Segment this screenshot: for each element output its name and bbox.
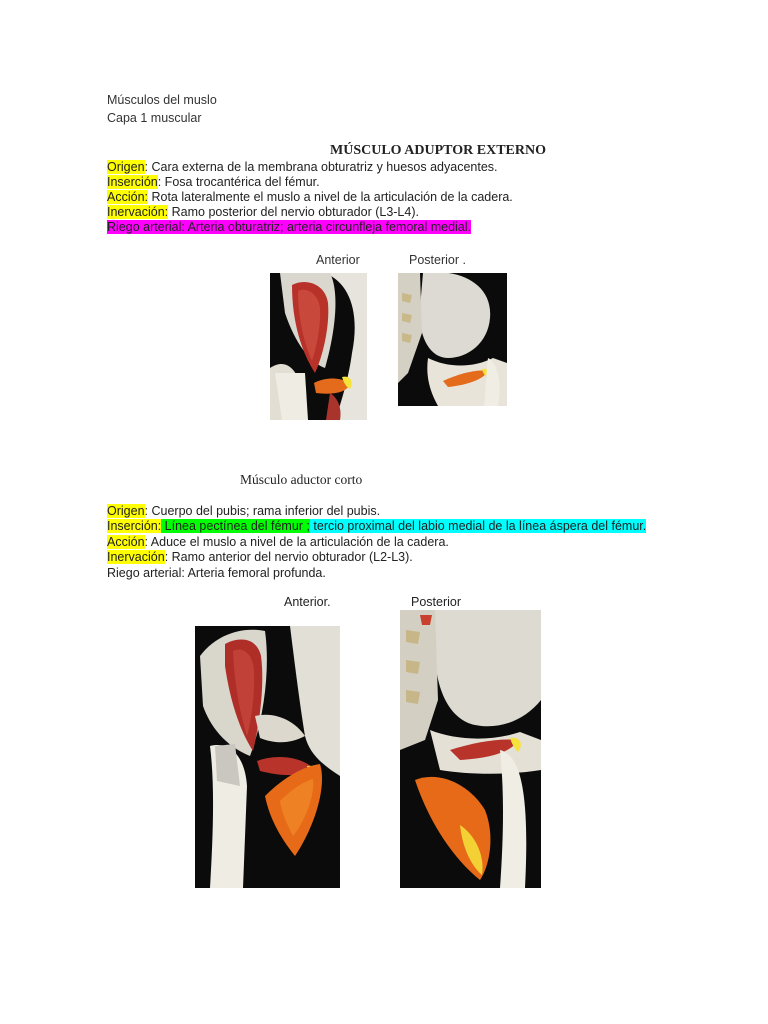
insercion-green-text: Línea pectínea del fémur ; xyxy=(161,519,310,533)
section2-caption-anterior: Anterior. xyxy=(284,595,331,609)
doc-subheading: Capa 1 muscular xyxy=(107,111,202,125)
doc-heading: Músculos del muslo xyxy=(107,93,217,107)
section1-riego xyxy=(107,220,471,235)
riego-text: Riego arterial: Arteria obturatriz; arteria circunfleja femoral medial. xyxy=(107,220,472,234)
section1-posterior-image xyxy=(398,273,507,406)
accion-label: Acción: xyxy=(107,190,148,204)
accion-text: Rota lateralmente el muslo a nivel de la articulación de la cadera. xyxy=(148,190,513,204)
section2-insercion xyxy=(107,519,646,534)
section2-accion xyxy=(107,535,449,550)
insercion-cyan-text: tercio proximal del labio medial de la línea áspera del fémur. xyxy=(309,519,647,533)
section2-riego xyxy=(107,566,326,581)
riego-text: Riego arterial: Arteria femoral profunda. xyxy=(107,566,326,580)
section2-posterior-image xyxy=(400,610,541,888)
section2-origen xyxy=(107,504,380,519)
origen-label: Origen xyxy=(107,504,145,518)
inervacion-label: Inervación xyxy=(107,550,165,564)
section1-insercion xyxy=(107,175,320,190)
accion-label: Acción xyxy=(107,535,145,549)
section2-caption-posterior: Posterior xyxy=(411,595,462,609)
inervacion-label: Inervación: xyxy=(107,205,169,219)
origen-text: : Cuerpo del pubis; rama inferior del pubis. xyxy=(144,504,381,518)
section2-anterior-image xyxy=(195,626,340,888)
inervacion-text: : Ramo anterior del nervio obturador (L2-L3). xyxy=(164,550,413,564)
section1-caption-posterior: Posterior . xyxy=(409,253,466,267)
section1-origen xyxy=(107,160,498,175)
section1-anterior-image xyxy=(270,273,367,420)
section1-accion xyxy=(107,190,513,205)
section1-title: MÚSCULO ADUPTOR EXTERNO xyxy=(330,143,546,158)
accion-text: : Aduce el muslo a nivel de la articulación de la cadera. xyxy=(144,535,449,549)
inervacion-text: Ramo posterior del nervio obturador (L3-L4). xyxy=(168,205,419,219)
insercion-label: Inserción xyxy=(107,175,158,189)
section1-caption-anterior: Anterior xyxy=(316,253,360,267)
insercion-text: : Fosa trocantérica del fémur. xyxy=(157,175,320,189)
section1-inervacion xyxy=(107,205,419,220)
origen-text: : Cara externa de la membrana obturatriz y huesos adyacentes. xyxy=(144,160,498,174)
section2-title: Músculo aductor corto xyxy=(240,472,363,487)
insercion-label: Inserción: xyxy=(107,519,162,533)
origen-label: Origen xyxy=(107,160,145,174)
section2-inervacion xyxy=(107,550,413,565)
